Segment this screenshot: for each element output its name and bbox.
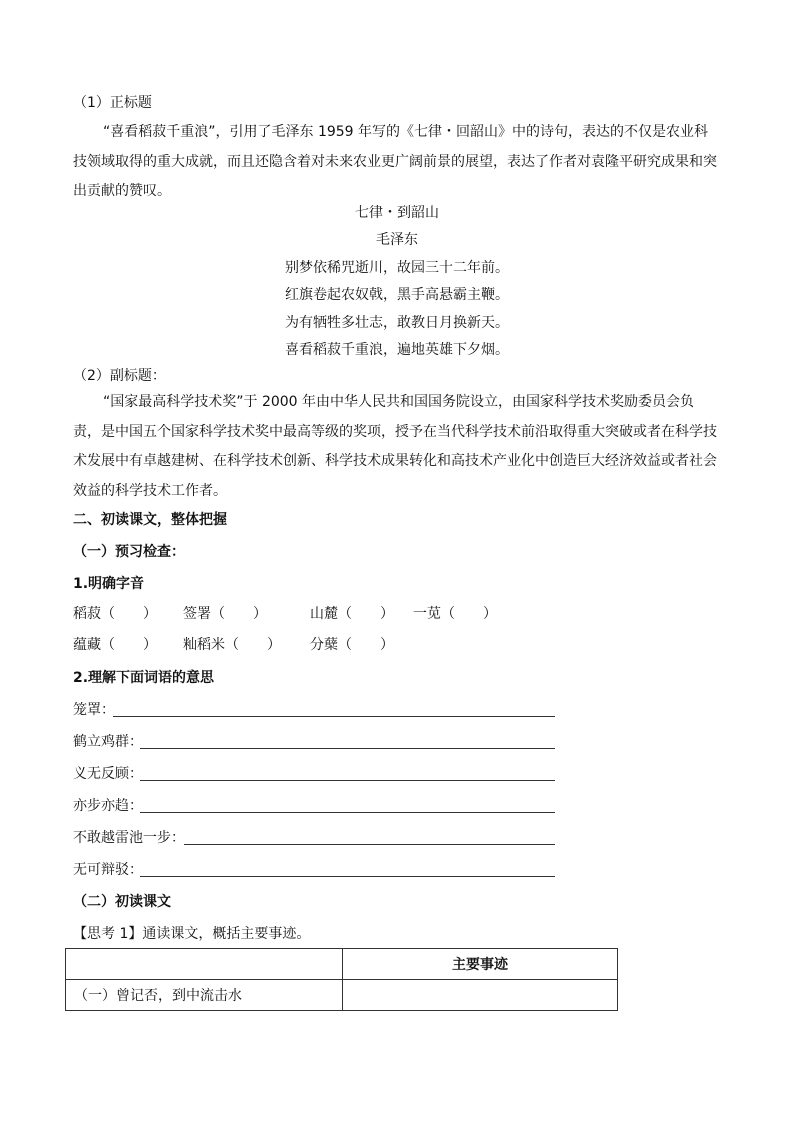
pinyin-item: 蕴藏（ ） — [73, 637, 157, 653]
answer-blank[interactable] — [184, 844, 555, 845]
main-title-paragraph: “喜看稻菽千重浪”，引用了毛泽东 1959 年写的《七律・回韶山》中的诗句，表达的不仅是农业科技领域取得的重大成就，而且还隐含着对未来农业更广阔前景的展望，表达了作者对袁隆平研究成果和突出贡献的赞叹。 — [73, 124, 717, 199]
table-header-row — [66, 949, 618, 980]
answer-blank[interactable] — [140, 812, 555, 813]
term-label: 义无反顾： — [73, 766, 143, 782]
pinyin-item: 山麓（ ） — [310, 606, 394, 622]
term-label: 鹤立鸡群： — [73, 734, 143, 750]
poem-title: 七律・到韶山 — [355, 205, 439, 221]
answer-blank[interactable] — [140, 876, 555, 877]
vocabulary-heading: 2.理解下面词语的意思 — [73, 670, 215, 686]
main-title-heading: （1）正标题 — [73, 95, 152, 111]
section-heading: 二、初读课文，整体把握 — [73, 512, 227, 528]
poem-line: 别梦依稀咒逝川，故园三十二年前。 — [285, 260, 509, 276]
answer-blank[interactable] — [113, 716, 555, 717]
poem-author: 毛泽东 — [376, 232, 418, 248]
pinyin-item: 籼稻米（ ） — [183, 637, 281, 653]
table-header-cell — [66, 949, 343, 980]
pinyin-item: 签署（ ） — [183, 606, 267, 622]
think-prompt: 【思考 1】通读课文，概括主要事迹。 — [73, 926, 311, 942]
deeds-table — [65, 948, 618, 1011]
first-reading-heading: （二）初读课文 — [73, 894, 171, 910]
pinyin-item: 分蘖（ ） — [310, 637, 394, 653]
table-row — [66, 980, 618, 1011]
term-label: 亦步亦趋： — [73, 798, 143, 814]
poem-line: 红旗卷起农奴戟，黑手高悬霸主鞭。 — [285, 287, 509, 303]
term-label: 笼罩： — [73, 702, 115, 718]
answer-blank[interactable] — [140, 748, 555, 749]
answer-blank[interactable] — [140, 780, 555, 781]
term-label: 不敢越雷池一步： — [73, 830, 185, 846]
poem-line: 喜看稻菽千重浪，遍地英雄下夕烟。 — [285, 342, 509, 358]
pronunciation-heading: 1.明确字音 — [73, 576, 145, 592]
table-cell: （一）曾记否，到中流击水 — [66, 980, 343, 1011]
sub-title-heading: （2）副标题： — [73, 368, 166, 384]
preview-check-heading: （一）预习检查： — [73, 544, 185, 560]
table-header-cell: 主要事迹 — [343, 949, 618, 980]
table-answer-cell[interactable] — [343, 980, 618, 1011]
pinyin-item: 稻菽（ ） — [73, 606, 157, 622]
sub-title-paragraph: “国家最高科学技术奖”于 2000 年由中华人民共和国国务院设立，由国家科学技术奖励委员会负责，是中国五个国家科学技术奖中最高等级的奖项，授予在当代科学技术前沿取得重大突破或者在科学技术发展中有卓越建树、在科学技术创新、科学技术成果转化和高技术产业化中创造巨大经济效益或者社会效益的科学技术工作者。 — [73, 394, 717, 499]
pinyin-item: 一苋（ ） — [413, 606, 497, 622]
term-label: 无可辩驳： — [73, 862, 143, 878]
poem-line: 为有牺牲多壮志，敢教日月换新天。 — [285, 315, 509, 331]
